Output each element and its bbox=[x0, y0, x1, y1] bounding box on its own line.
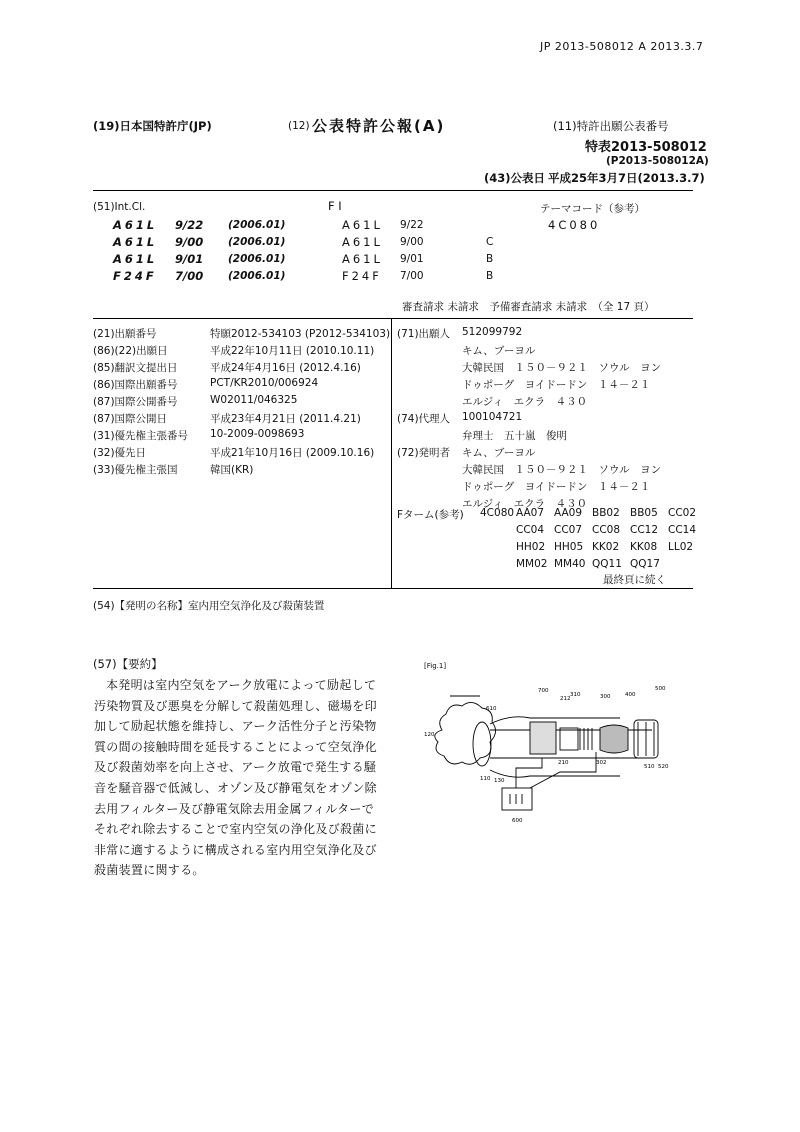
applicant-number: 512099792 bbox=[462, 326, 523, 338]
fterm-code: CC02 bbox=[668, 507, 697, 519]
fterm-code: AA09 bbox=[554, 507, 583, 519]
figure-label: 520 bbox=[658, 764, 669, 770]
figure-label: 400 bbox=[625, 692, 636, 698]
fterm-code: MM40 bbox=[554, 558, 586, 570]
fterm-row bbox=[516, 541, 706, 553]
power-supply bbox=[502, 788, 532, 810]
publication-number-label: (11)特許出願公表番号 bbox=[553, 119, 669, 133]
theme-code-label: テーマコード（参考） bbox=[540, 203, 645, 215]
applicant-line: ドゥポーグ ヨイドードン １４－２１ bbox=[462, 379, 651, 391]
class-version: (2006.01) bbox=[228, 236, 286, 248]
fterm-code: KK02 bbox=[592, 541, 620, 553]
field-label: (87)国際公開番号 bbox=[93, 396, 178, 408]
figure-label: 500 bbox=[655, 686, 666, 692]
column-divider bbox=[391, 318, 392, 588]
figure-caption: [Fig.1] bbox=[424, 662, 447, 670]
divider-mid bbox=[93, 318, 693, 319]
field-value: 平成21年10月16日 (2009.10.16) bbox=[210, 447, 375, 459]
fterm-code: CC08 bbox=[592, 524, 621, 536]
field-label: (33)優先権主張国 bbox=[93, 464, 178, 476]
class-code: A61L bbox=[113, 235, 158, 249]
figure-label: 310 bbox=[570, 692, 581, 698]
ozone-filter bbox=[600, 725, 628, 753]
field-value: 平成23年4月21日 (2011.4.21) bbox=[210, 413, 361, 425]
abstract-text: 本発明は室内空気をアーク放電によって励起して汚染物質及び悪臭を分解して殺菌処理し、磁場を印加して励起状態を維持し、アーク活性分子と汚染物質の間の接触時間を延長することによって空気浄化及び殺菌効率を向上させ、アーク放電で発生する騒音を騒音器で低減し、オゾン及び静電気をオゾン除去用フィルター及び静電気除去用金属フィルターでそれぞれ除去することで室内空気の浄化及び殺菌に非常に適するように構成される室内用空気浄化及び殺菌装置に関する。 bbox=[94, 678, 377, 878]
field-label: (31)優先権主張番号 bbox=[93, 430, 189, 442]
fterm-code: BB02 bbox=[592, 507, 620, 519]
fi-code: A61L bbox=[342, 218, 383, 232]
applicant-line: エルジィ エクラ ４３０ bbox=[462, 396, 588, 408]
publication-number: 特表2013-508012 bbox=[585, 140, 707, 155]
fterm-theme: 4C080 bbox=[480, 507, 515, 519]
intake-fan bbox=[473, 722, 491, 766]
fi-subgroup: 7/00 bbox=[400, 270, 424, 282]
fterm-code: CC07 bbox=[554, 524, 583, 536]
field-value: 平成22年10月11日 (2010.10.11) bbox=[210, 345, 375, 357]
agent-name: 弁理士 五十嵐 俊明 bbox=[462, 430, 567, 442]
class-version: (2006.01) bbox=[228, 270, 286, 282]
patent-office: (19)日本国特許庁(JP) bbox=[93, 119, 212, 133]
fi-suffix: B bbox=[486, 253, 494, 265]
fi-code: F24F bbox=[342, 269, 382, 283]
apparatus-figure bbox=[420, 672, 690, 832]
figure-label: 210 bbox=[558, 760, 569, 766]
applicant-label: (71)出願人 bbox=[397, 328, 451, 340]
figure-label: 610 bbox=[486, 706, 497, 712]
figure-label: 110 bbox=[480, 776, 491, 782]
abstract-heading: (57)【要約】 bbox=[93, 657, 163, 671]
divider-top bbox=[93, 190, 693, 191]
fi-subgroup: 9/00 bbox=[400, 236, 424, 248]
fterm-code: CC04 bbox=[516, 524, 545, 536]
inventor-line: 大韓民国 １５０－９２１ ソウル ヨン bbox=[462, 464, 662, 476]
fi-label: F I bbox=[328, 199, 342, 213]
field-label: (87)国際公開日 bbox=[93, 413, 168, 425]
publication-type-number: (12) bbox=[288, 120, 310, 132]
class-code: A61L bbox=[113, 252, 158, 266]
class-subgroup: 9/01 bbox=[175, 252, 204, 266]
fi-code: A61L bbox=[342, 235, 383, 249]
field-value: 特願2012-534103 (P2012-534103) bbox=[210, 328, 391, 340]
figure-label: 120 bbox=[424, 732, 435, 738]
fterm-code: LL02 bbox=[668, 541, 694, 553]
applicant-line: キム、ブーヨル bbox=[462, 345, 536, 357]
class-subgroup: 7/00 bbox=[175, 269, 204, 283]
field-value: 韓国(KR) bbox=[210, 464, 254, 476]
figure-label: 212 bbox=[560, 696, 571, 702]
fterm-code: BB05 bbox=[630, 507, 658, 519]
class-version: (2006.01) bbox=[228, 253, 286, 265]
fi-suffix: C bbox=[486, 236, 494, 248]
examination-status: 審査請求 未請求 予備審査請求 未請求 （全 17 頁） bbox=[402, 301, 655, 313]
class-version: (2006.01) bbox=[228, 219, 286, 231]
fterm-code: HH02 bbox=[516, 541, 546, 553]
class-subgroup: 9/22 bbox=[175, 218, 204, 232]
field-label: (86)(22)出願日 bbox=[93, 345, 168, 357]
agent-label: (74)代理人 bbox=[397, 413, 451, 425]
fterm-code: KK08 bbox=[630, 541, 658, 553]
fterm-code: HH05 bbox=[554, 541, 584, 553]
invention-title: (54)【発明の名称】室内用空気浄化及び殺菌装置 bbox=[93, 600, 325, 612]
publication-date: 平成25年3月7日(2013.3.7) bbox=[548, 171, 705, 185]
fi-suffix: B bbox=[486, 270, 494, 282]
field-label: (32)優先日 bbox=[93, 447, 147, 459]
figure-label: 302 bbox=[596, 760, 607, 766]
figure-label: 300 bbox=[600, 694, 611, 700]
fterm-code: CC14 bbox=[668, 524, 697, 536]
fi-code: A61L bbox=[342, 252, 383, 266]
fi-subgroup: 9/01 bbox=[400, 253, 424, 265]
fterm-row bbox=[516, 507, 706, 519]
field-value: PCT/KR2010/006924 bbox=[210, 377, 319, 389]
class-code: A61L bbox=[113, 218, 158, 232]
field-value: 10-2009-0098693 bbox=[210, 428, 305, 440]
fterm-code: CC12 bbox=[630, 524, 659, 536]
divider-bottom bbox=[93, 588, 693, 589]
field-label: (86)国際出願番号 bbox=[93, 379, 178, 391]
field-value: 平成24年4月16日 (2012.4.16) bbox=[210, 362, 361, 374]
publication-type: 公表特許公報(A) bbox=[312, 117, 446, 135]
inventor-line: エルジィ エクラ ４３０ bbox=[462, 498, 588, 510]
theme-code: 4C080 bbox=[548, 218, 601, 232]
fterm-code: QQ17 bbox=[630, 558, 660, 570]
figure-label: 700 bbox=[538, 688, 549, 694]
fterm-row bbox=[516, 558, 668, 570]
inventor-label: (72)発明者 bbox=[397, 447, 451, 459]
class-subgroup: 9/00 bbox=[175, 235, 204, 249]
applicant-line: 大韓民国 １５０－９２１ ソウル ヨン bbox=[462, 362, 662, 374]
fi-subgroup: 9/22 bbox=[400, 219, 424, 231]
page-header-id: JP 2013-508012 A 2013.3.7 bbox=[540, 40, 704, 53]
fterm-code: QQ11 bbox=[592, 558, 622, 570]
inventor-line: キム、ブーヨル bbox=[462, 447, 536, 459]
inventor-line: ドゥポーグ ヨイドードン １４－２１ bbox=[462, 481, 651, 493]
class-code: F24F bbox=[113, 269, 157, 283]
fterm-code: MM02 bbox=[516, 558, 548, 570]
figure-label: 130 bbox=[494, 778, 505, 784]
agent-number: 100104721 bbox=[462, 411, 523, 423]
field-label: (21)出願番号 bbox=[93, 328, 157, 340]
figure-label: 510 bbox=[644, 764, 655, 770]
continue-note: 最終頁に続く bbox=[603, 574, 666, 586]
field-value: W02011/046325 bbox=[210, 394, 298, 406]
fterm-row bbox=[516, 524, 706, 536]
magnet-coil bbox=[580, 728, 592, 750]
arc-discharge-unit bbox=[530, 722, 556, 754]
fterm-code: AA07 bbox=[516, 507, 545, 519]
publication-date-label: (43)公表日 bbox=[484, 171, 546, 185]
publication-number-alt: (P2013-508012A) bbox=[606, 155, 709, 167]
figure-label: 600 bbox=[512, 818, 523, 824]
intcl-label: (51)Int.Cl. bbox=[93, 201, 146, 213]
field-label: (85)翻訳文提出日 bbox=[93, 362, 178, 374]
fterm-label: Fターム(参考) bbox=[397, 509, 464, 521]
